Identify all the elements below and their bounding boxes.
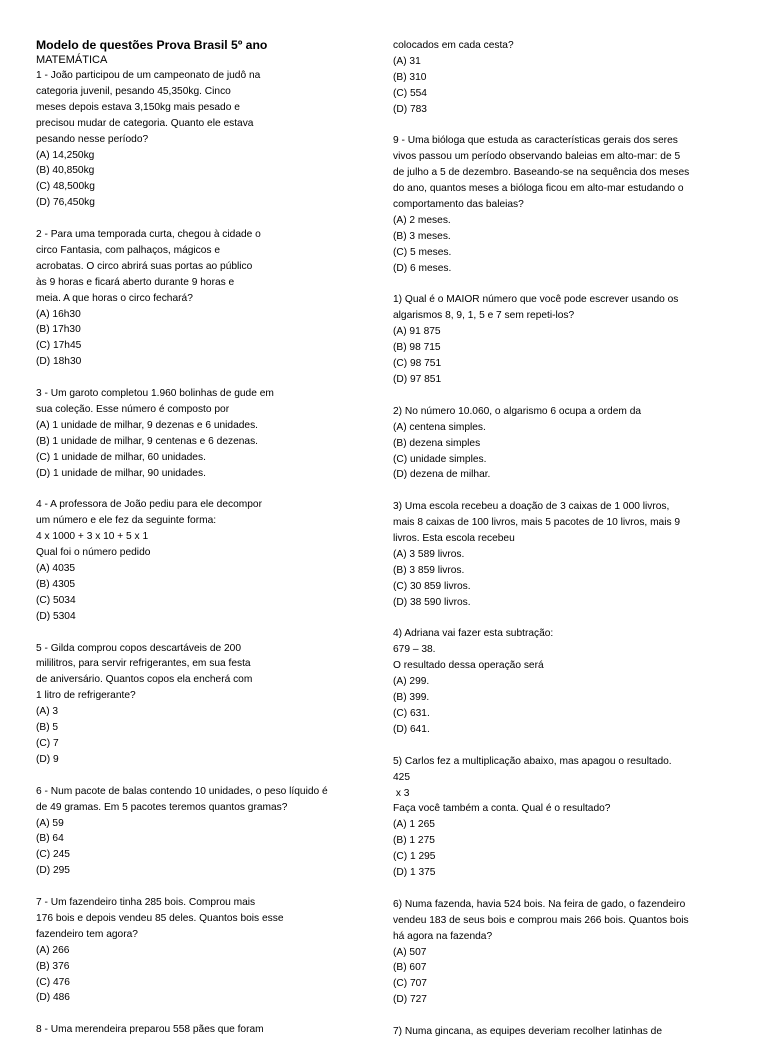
- question-line: (D) 783: [393, 103, 427, 115]
- question-block: [393, 404, 733, 484]
- question-line: (A) 59: [36, 817, 64, 829]
- question-line: colocados em cada cesta?: [393, 40, 514, 51]
- question-line: (B) 5: [36, 722, 59, 734]
- question-line: meses depois estava 3,150kg mais pesado e: [36, 101, 240, 113]
- question-spacer: [36, 768, 368, 784]
- question-line: 6 - Num pacote de balas contendo 10 unidades, o peso líquido é: [36, 785, 328, 797]
- question-spacer: [36, 370, 368, 386]
- question-block: [36, 68, 368, 211]
- question-line: (C) 631.: [393, 707, 430, 719]
- question-line: 3 - Um garoto completou 1.960 bolinhas de gude em: [36, 388, 274, 400]
- question-line: (A) 1 unidade de milhar, 9 dezenas e 6 unidades.: [36, 419, 259, 431]
- question-line: mililitros, para servir refrigerantes, em sua festa: [36, 658, 251, 670]
- question-block: [36, 227, 368, 370]
- question-line: (A) centena simples.: [393, 421, 486, 433]
- question-line: (D) 9: [36, 753, 59, 765]
- question-line: (C) 5 meses.: [393, 246, 452, 258]
- question-line: 1 litro de refrigerante?: [36, 690, 136, 702]
- question-block: [36, 1022, 368, 1038]
- left-column: [36, 0, 368, 1038]
- question-block: [393, 626, 733, 737]
- question-line: (C) 48,500kg: [36, 181, 95, 193]
- question-line: (B) dezena simples: [393, 437, 481, 449]
- question-line: (C) 1 unidade de milhar, 60 unidades.: [36, 451, 206, 463]
- question-spacer: [393, 388, 733, 404]
- question-spacer: [393, 483, 733, 499]
- document-title: Modelo de questões Prova Brasil 5º ano: [36, 38, 268, 52]
- question-line: 5) Carlos fez a multiplicação abaixo, mas apagou o resultado.: [393, 755, 672, 767]
- question-line: comportamento das baleias?: [393, 199, 524, 211]
- question-line: (B) 3 859 livros.: [393, 564, 465, 576]
- question-line: (B) 399.: [393, 692, 430, 704]
- question-line: (C) 554: [393, 87, 427, 99]
- question-line: (B) 3 meses.: [393, 230, 451, 242]
- question-line: 425: [393, 771, 410, 783]
- question-block: [393, 897, 733, 1008]
- question-line: (B) 4305: [36, 578, 76, 590]
- question-line: mais 8 caixas de 100 livros, mais 5 pacotes de 10 livros, mais 9: [393, 517, 681, 529]
- question-line: (B) 1 275: [393, 835, 435, 847]
- question-line: um número e ele fez da seguinte forma:: [36, 515, 217, 527]
- question-line: 2) No número 10.060, o algarismo 6 ocupa a ordem da: [393, 405, 642, 417]
- question-line: pesando nesse período?: [36, 133, 149, 145]
- question-line: (A) 3 589 livros.: [393, 548, 465, 560]
- question-line: do ano, quantos meses a bióloga ficou em alto-mar estudando o: [393, 183, 684, 195]
- question-line: x 3: [393, 787, 410, 799]
- question-line: 679 – 38.: [393, 644, 436, 656]
- question-line: (D) 76,450kg: [36, 197, 95, 209]
- question-line: (C) 17h45: [36, 340, 82, 352]
- question-line: (D) 97 851: [393, 374, 442, 385]
- question-block: [36, 895, 368, 1006]
- question-line: (B) 310: [393, 71, 427, 83]
- question-line: há agora na fazenda?: [393, 930, 493, 942]
- question-line: (D) 38 590 livros.: [393, 596, 471, 608]
- question-line: (C) 1 295: [393, 851, 436, 863]
- right-question-list: [393, 38, 733, 1040]
- question-line: (B) 607: [393, 962, 427, 974]
- question-line: (D) 641.: [393, 723, 430, 735]
- question-line: (A) 91 875: [393, 326, 441, 338]
- question-spacer: [393, 881, 733, 897]
- question-line: (D) 295: [36, 865, 70, 877]
- question-line: Qual foi o número pedido: [36, 547, 151, 559]
- question-line: 1) Qual é o MAIOR número que você pode escrever usando os: [393, 294, 679, 306]
- question-block: [393, 38, 733, 118]
- question-spacer: [36, 211, 368, 227]
- question-line: fazendeiro tem agora?: [36, 928, 138, 940]
- question-line: de aniversário. Quantos copos ela encherá com: [36, 674, 253, 686]
- question-line: (A) 2 meses.: [393, 214, 451, 226]
- question-line: O resultado dessa operação será: [393, 660, 544, 672]
- question-line: (D) 486: [36, 992, 70, 1004]
- question-line: de 49 gramas. Em 5 pacotes teremos quantos gramas?: [36, 801, 288, 813]
- question-line: 7 - Um fazendeiro tinha 285 bois. Comprou mais: [36, 897, 256, 909]
- right-column: [393, 38, 733, 1040]
- question-line: 4 x 1000 + 3 x 10 + 5 x 1: [36, 531, 149, 543]
- question-spacer: [393, 1008, 733, 1024]
- question-block: [36, 497, 368, 624]
- question-line: 2 - Para uma temporada curta, chegou à cidade o: [36, 229, 261, 241]
- question-block: [36, 386, 368, 481]
- question-block: [393, 292, 733, 387]
- question-spacer: [36, 1006, 368, 1022]
- question-line: (B) 64: [36, 833, 64, 845]
- question-line: 8 - Uma merendeira preparou 558 pães que foram: [36, 1024, 264, 1036]
- question-line: (C) 30 859 livros.: [393, 580, 471, 592]
- question-line: (D) 6 meses.: [393, 262, 452, 274]
- question-block: [393, 754, 733, 881]
- question-block: [393, 499, 733, 610]
- question-line: (A) 266: [36, 944, 70, 956]
- question-line: Faça você também a conta. Qual é o resultado?: [393, 803, 611, 815]
- question-line: (C) 5034: [36, 594, 76, 606]
- question-line: (B) 40,850kg: [36, 165, 95, 177]
- question-line: (A) 3: [36, 706, 59, 718]
- question-line: (B) 98 715: [393, 342, 441, 354]
- question-spacer: [36, 482, 368, 498]
- question-line: (A) 31: [393, 55, 421, 67]
- question-line: (C) unidade simples.: [393, 453, 487, 465]
- question-line: (C) 707: [393, 978, 427, 990]
- question-line: acrobatas. O circo abrirá suas portas ao público: [36, 260, 253, 272]
- question-line: precisou mudar de categoria. Quanto ele estava: [36, 117, 254, 129]
- question-line: (B) 17h30: [36, 324, 81, 336]
- left-question-list: [36, 68, 368, 1038]
- question-spacer: [36, 625, 368, 641]
- question-line: (A) 299.: [393, 676, 430, 688]
- question-line: (D) 1 375: [393, 867, 436, 879]
- question-line: 176 bois e depois vendeu 85 deles. Quantos bois esse: [36, 912, 284, 924]
- question-line: (A) 507: [393, 946, 427, 958]
- question-line: 1 - João participou de um campeonato de judô na: [36, 70, 261, 81]
- question-line: livros. Esta escola recebeu: [393, 533, 515, 545]
- question-block: [36, 641, 368, 768]
- question-line: (D) 727: [393, 994, 427, 1006]
- question-line: 4) Adriana vai fazer esta subtração:: [393, 628, 554, 640]
- question-line: (B) 1 unidade de milhar, 9 centenas e 6 dezenas.: [36, 435, 259, 447]
- question-line: (B) 376: [36, 960, 70, 972]
- question-line: categoria juvenil, pesando 45,350kg. Cinco: [36, 85, 231, 97]
- question-line: (A) 4035: [36, 563, 76, 575]
- question-line: 7) Numa gincana, as equipes deveriam recolher latinhas de: [393, 1026, 662, 1038]
- question-block: [36, 784, 368, 879]
- question-line: (C) 245: [36, 849, 70, 861]
- question-line: (D) 1 unidade de milhar, 90 unidades.: [36, 467, 206, 479]
- question-line: vendeu 183 de seus bois e comprou mais 266 bois. Quantos bois: [393, 914, 689, 926]
- document-subject: MATEMÁTICA: [36, 54, 108, 66]
- question-spacer: [393, 277, 733, 293]
- question-line: meia. A que horas o circo fechará?: [36, 292, 193, 304]
- question-line: 4 - A professora de João pediu para ele decompor: [36, 499, 262, 511]
- question-line: 5 - Gilda comprou copos descartáveis de 200: [36, 642, 241, 654]
- question-line: (D) 18h30: [36, 356, 82, 368]
- question-line: (A) 14,250kg: [36, 149, 95, 161]
- question-spacer: [393, 611, 733, 627]
- question-line: sua coleção. Esse número é composto por: [36, 404, 230, 415]
- question-line: às 9 horas e ficará aberto durante 9 horas e: [36, 276, 235, 288]
- question-line: 3) Uma escola recebeu a doação de 3 caixas de 1 000 livros,: [393, 501, 670, 513]
- question-line: de julho a 5 de dezembro. Baseando-se na sequência dos meses: [393, 167, 690, 179]
- question-spacer: [36, 879, 368, 895]
- question-line: (A) 1 265: [393, 819, 435, 831]
- question-line: 6) Numa fazenda, havia 524 bois. Na feira de gado, o fazendeiro: [393, 898, 686, 910]
- question-spacer: [393, 118, 733, 134]
- question-line: vivos passou um período observando baleias em alto-mar: de 5: [393, 151, 681, 163]
- question-line: (D) dezena de milhar.: [393, 469, 491, 481]
- question-line: circo Fantasia, com palhaços, mágicos e: [36, 244, 221, 256]
- question-block: [393, 1024, 733, 1040]
- question-line: 9 - Uma bióloga que estuda as características gerais dos seres: [393, 135, 678, 147]
- question-line: algarismos 8, 9, 1, 5 e 7 sem repeti-los?: [393, 310, 575, 322]
- question-line: (D) 5304: [36, 610, 76, 622]
- question-spacer: [393, 738, 733, 754]
- question-block: [393, 133, 733, 276]
- question-line: (C) 7: [36, 738, 59, 749]
- question-line: (C) 98 751: [393, 358, 442, 370]
- question-line: (A) 16h30: [36, 308, 81, 320]
- question-line: (C) 476: [36, 976, 70, 988]
